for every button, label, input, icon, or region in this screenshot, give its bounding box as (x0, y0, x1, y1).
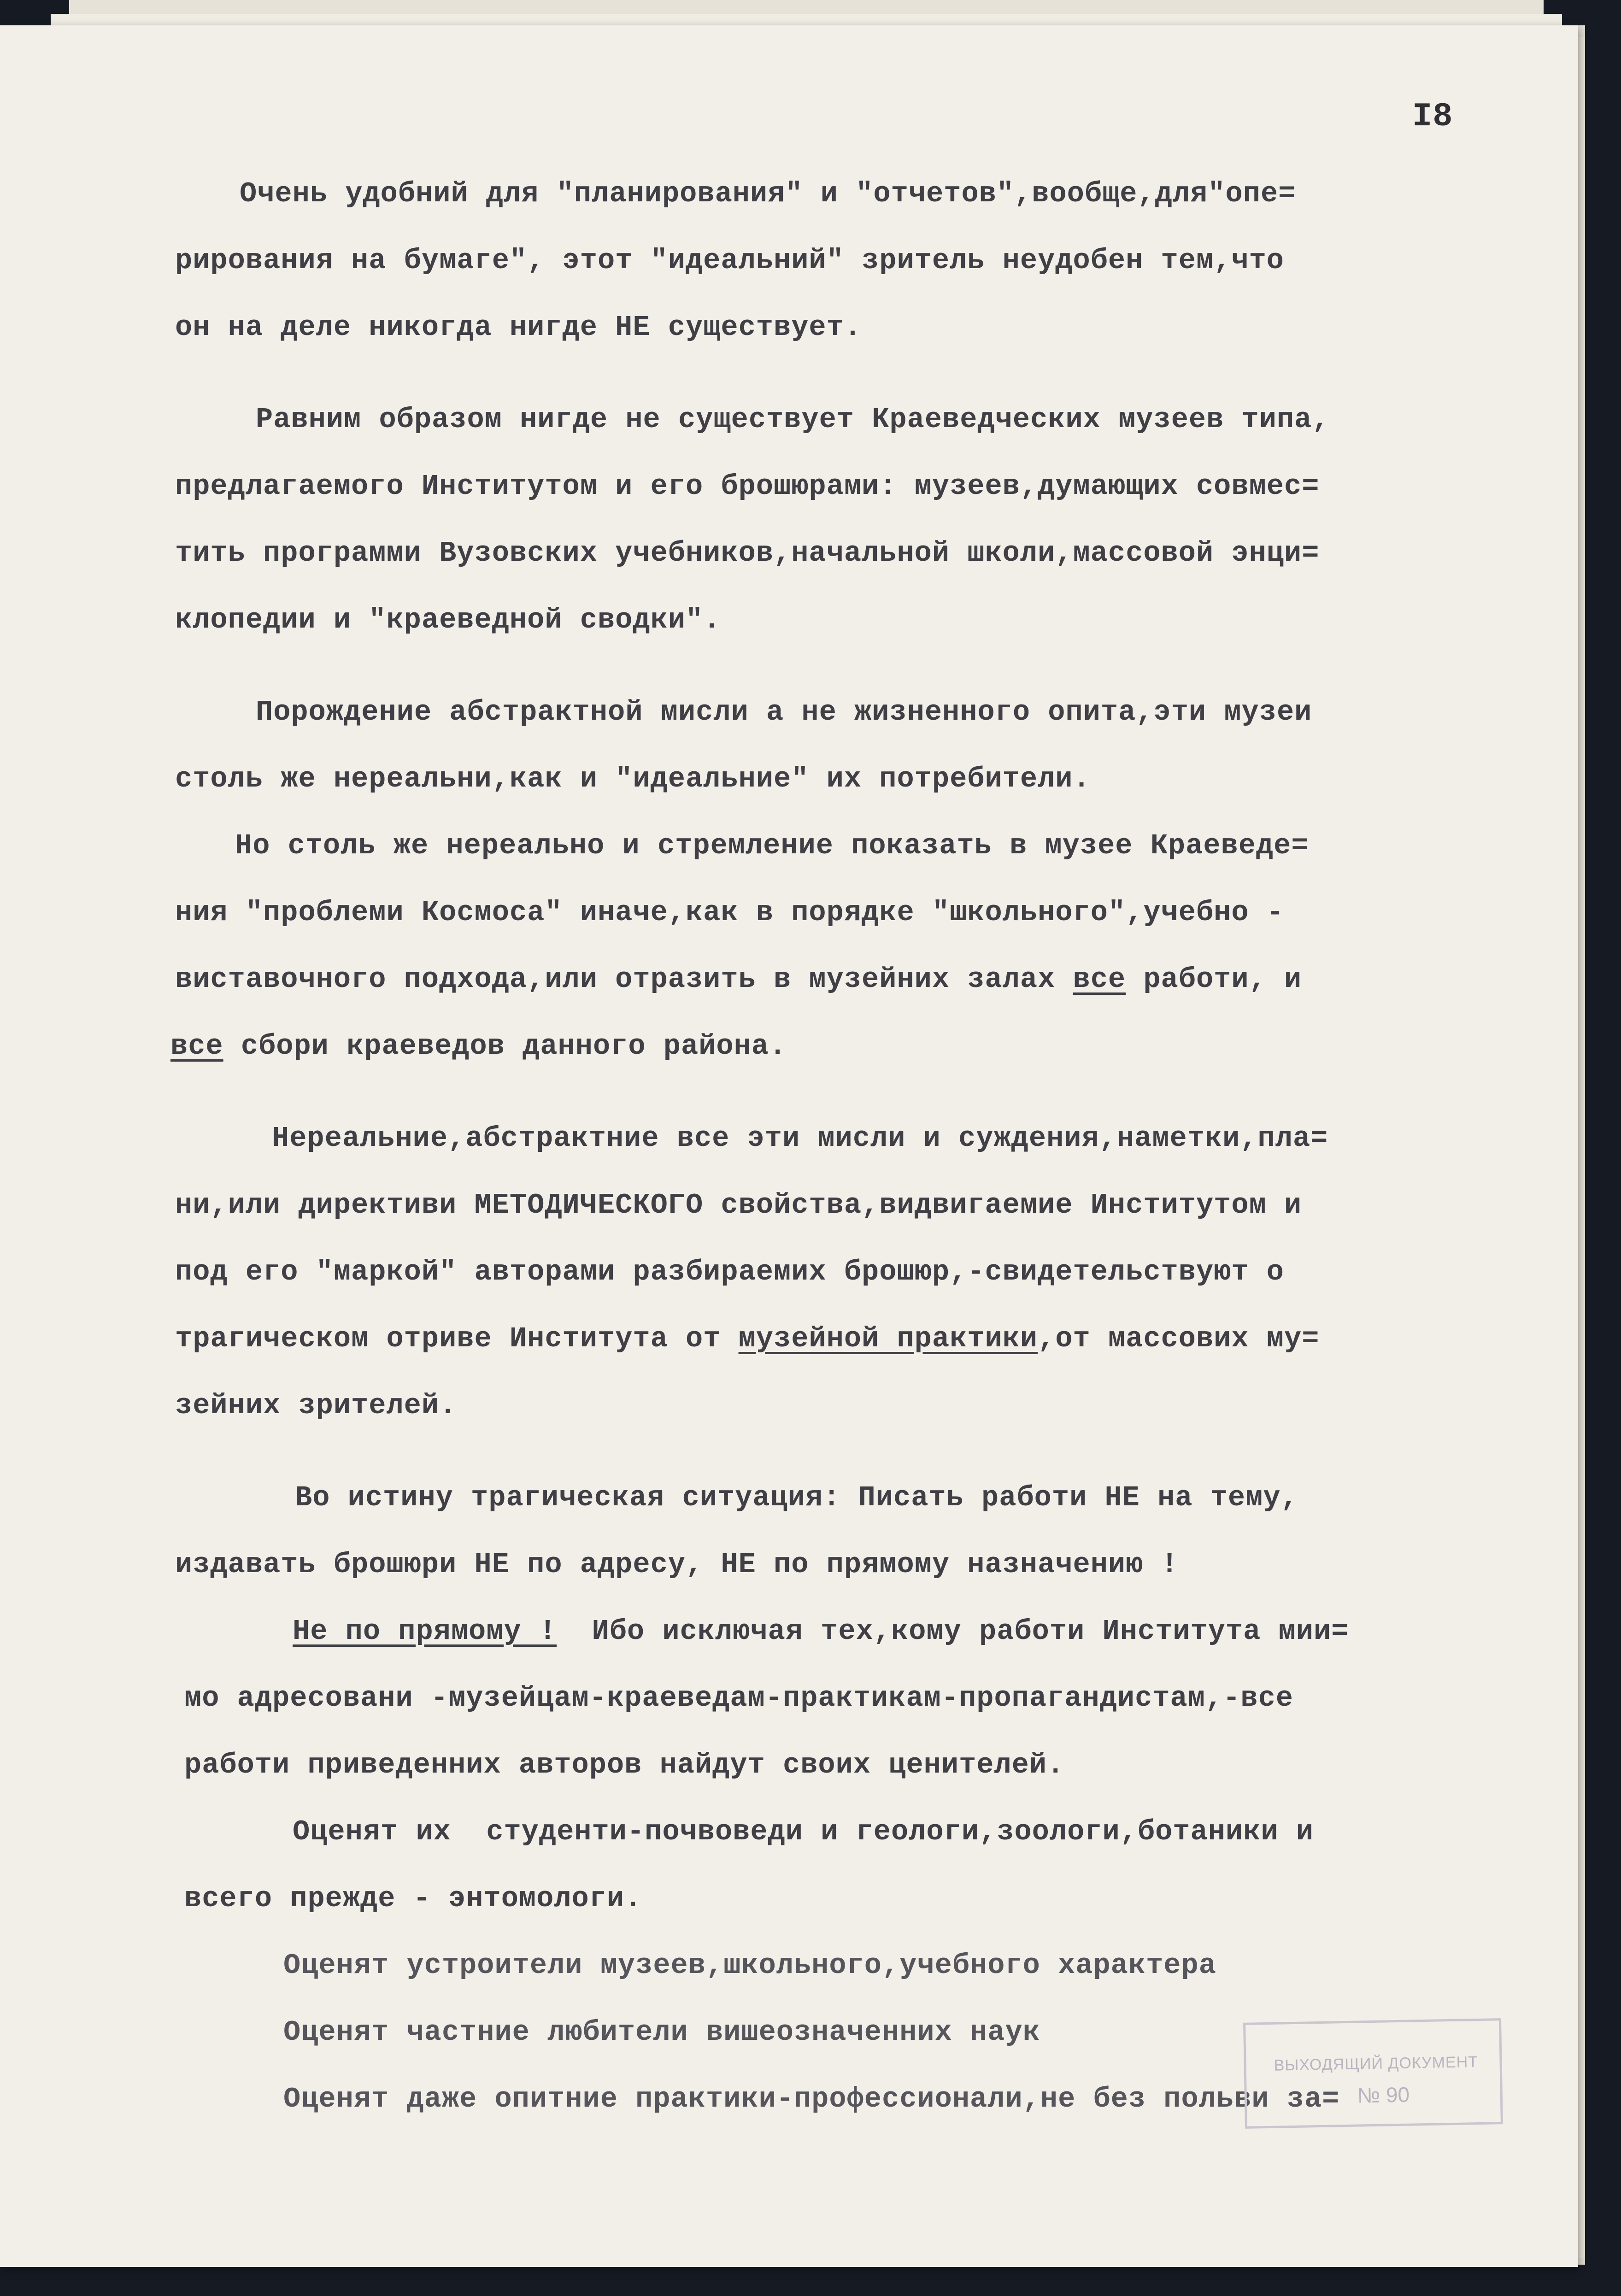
text-line-2: рирования на бумаге", этот "идеальний" зритель неудобен тем,что (175, 244, 1284, 277)
text-line-21-b: Ибо исключая тех,кому работи Института мии= (557, 1615, 1349, 1648)
text-line-12 (175, 965, 1302, 994)
text-line-24: Оценят их студенти-почвоведи и геологи,зоологи,ботаники и (293, 1815, 1314, 1848)
text-line-1: Очень удобний для "планирования" и "отчетов",вообще,для"опе= (240, 177, 1296, 210)
archive-stamp (1243, 2018, 1503, 2129)
text-line-15: ни,или директиви МЕТОДИЧЕСКОГО свойства,видвигаемие Институтом и (175, 1189, 1302, 1221)
text-line-20: издавать брошюри НЕ по адресу, НЕ по прямому назначению ! (175, 1548, 1179, 1581)
text-line-13-b: сбори краеведов данного района. (223, 1030, 787, 1063)
text-line-17-a: трагическом отриве Института от (175, 1322, 739, 1355)
underlined-ne-po-pryamomu: Не по прямому ! (293, 1615, 557, 1648)
text-line-16: под его "маркой" авторами разбираемих брошюр,-свидетельствуют о (175, 1256, 1284, 1288)
text-line-13 (170, 1032, 787, 1061)
page-number: I8 (1412, 98, 1453, 135)
text-line-3: он на деле никогда нигде НЕ существует. (175, 311, 862, 344)
text-line-28: Оценят даже опитние практики-профессионали,не без польви за= (283, 2083, 1340, 2115)
text-line-17 (175, 1322, 1320, 1355)
underlined-museum-practice: музейной практики (738, 1322, 1038, 1355)
text-line-17-b: ,от массових му= (1038, 1322, 1320, 1355)
stamp-text-2: № 90 (1357, 2082, 1410, 2108)
text-line-21 (293, 1617, 1349, 1646)
text-line-12-b: работи, и (1126, 963, 1302, 996)
text-line-12-a: виставочного подхода,или отразить в музейних залах (175, 963, 1073, 996)
text-line-11: ния "проблеми Космоса" иначе,как в порядке "школьного",учебно - (175, 896, 1284, 929)
text-line-8: Порождение абстрактной мисли а не жизненного опита,эти музеи (256, 696, 1312, 728)
text-line-23: работи приведенних авторов найдут своих ценителей. (184, 1749, 1065, 1781)
stamp-text-1: ВЫХОДЯЩИЙ ДОКУМЕНТ (1274, 2053, 1479, 2074)
text-line-22: мо адресовани -музейцам-краеведам-практикам-пропагандистам,-все (184, 1682, 1293, 1715)
text-line-18: зейних зрителей. (175, 1389, 457, 1422)
text-line-4: Равним образом нигде не существует Краеведческих музеев типа, (256, 403, 1330, 436)
text-line-25: всего прежде - энтомологи. (184, 1882, 642, 1915)
text-line-9: столь же нереальни,как и "идеальние" их потребители. (175, 763, 1091, 795)
text-line-26: Оценят устроители музеев,школьного,учебного характера (283, 1949, 1216, 1982)
typed-page (0, 25, 1578, 2267)
text-line-19: Во истину трагическая ситуация: Писать работи НЕ на тему, (295, 1481, 1298, 1514)
text-line-27: Оценят частние любители вишеозначенних наук (283, 2016, 1040, 2049)
text-line-14: Нереальние,абстрактние все эти мисли и суждения,наметки,пла= (272, 1122, 1328, 1155)
text-line-10: Но столь же нереально и стремление показать в музее Краеведе= (235, 829, 1309, 862)
text-line-5: предлагаемого Институтом и его брошюрами: музеев,думающих совмес= (175, 470, 1320, 503)
text-line-7: клопедии и "краеведной сводки". (175, 604, 721, 636)
underlined-word-vse-2: все (170, 1030, 223, 1063)
text-line-6: тить программи Вузовских учебников,начальной школи,массовой энци= (175, 537, 1320, 570)
underlined-word-vse-1: все (1073, 963, 1126, 996)
